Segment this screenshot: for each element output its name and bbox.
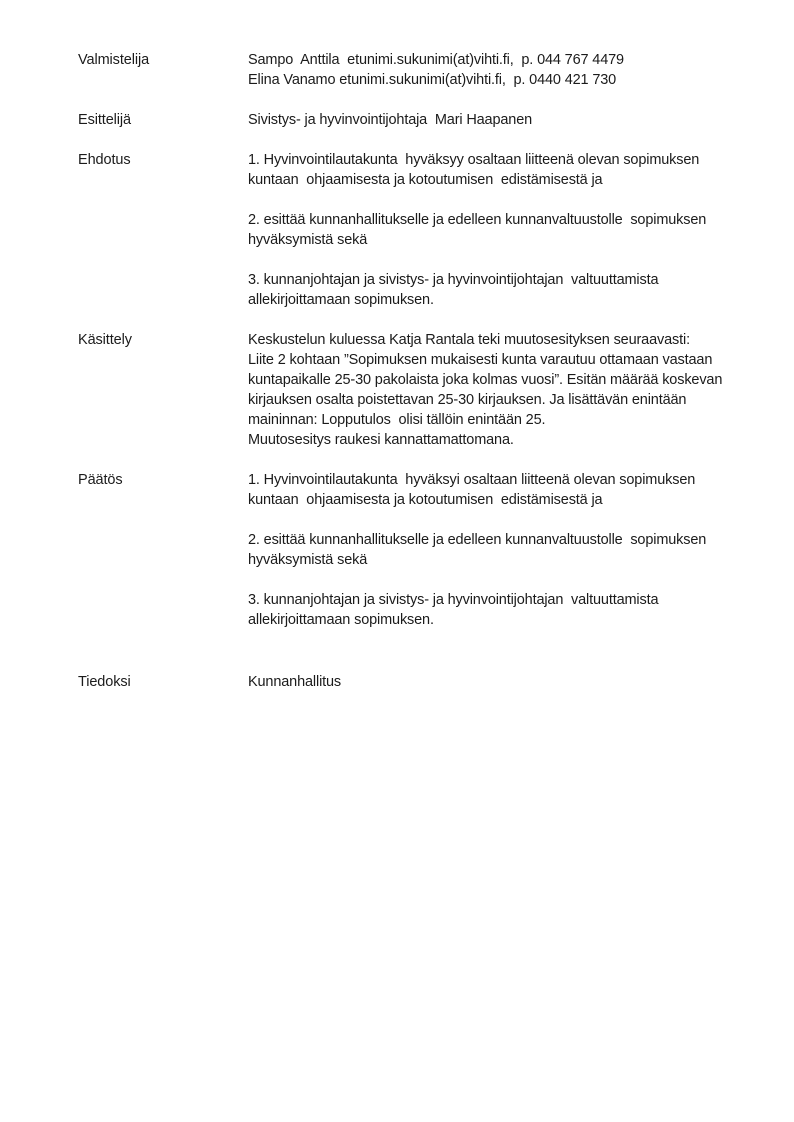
- text-line: 3. kunnanjohtajan ja sivistys- ja hyvinvointijohtajan valtuuttamista: [248, 592, 659, 608]
- document-row: [78, 150, 748, 310]
- document-row: [78, 110, 748, 130]
- text-line: kuntaan ohjaamisesta ja kotoutumisen edistämisestä ja: [248, 492, 603, 508]
- text-line: kuntaan ohjaamisesta ja kotoutumisen edistämisestä ja: [248, 172, 603, 188]
- paragraph: [248, 110, 748, 130]
- paragraph: [248, 672, 748, 692]
- row-label: Valmistelija: [78, 52, 150, 68]
- paragraph: [248, 470, 748, 510]
- row-content: [248, 330, 748, 450]
- paragraph: [248, 270, 748, 310]
- text-line: allekirjoittamaan sopimuksen.: [248, 292, 434, 308]
- document-body: [78, 50, 748, 692]
- text-line: 1. Hyvinvointilautakunta hyväksyi osaltaan liitteenä olevan sopimuksen: [248, 472, 696, 488]
- text-line: hyväksymistä sekä: [248, 552, 368, 568]
- text-line: Liite 2 kohtaan ”Sopimuksen mukaisesti kunta varautuu ottamaan vastaan: [248, 352, 713, 368]
- paragraph: [248, 150, 748, 190]
- paragraph: [248, 530, 748, 570]
- text-line: maininnan: Lopputulos olisi tällöin enintään 25.: [248, 412, 546, 428]
- document-row: [78, 470, 748, 630]
- paragraph: [248, 50, 748, 90]
- text-line: allekirjoittamaan sopimuksen.: [248, 612, 434, 628]
- row-label: Päätös: [78, 472, 123, 488]
- text-line: Elina Vanamo etunimi.sukunimi(at)vihti.fi, p. 0440 421 730: [248, 72, 617, 88]
- text-line: 3. kunnanjohtajan ja sivistys- ja hyvinvointijohtajan valtuuttamista: [248, 272, 659, 288]
- text-line: Sivistys- ja hyvinvointijohtaja Mari Haapanen: [248, 112, 533, 128]
- row-label: Ehdotus: [78, 152, 131, 168]
- text-line: kuntapaikalle 25-30 pakolaista joka kolmas vuosi”. Esitän määrää koskevan: [248, 372, 723, 388]
- row-content: [248, 110, 748, 130]
- row-content: [248, 470, 748, 630]
- paragraph: [248, 210, 748, 250]
- paragraph: [248, 330, 748, 450]
- document-row: [78, 672, 748, 692]
- text-line: 2. esittää kunnanhallitukselle ja edelleen kunnanvaltuustolle sopimuksen: [248, 532, 707, 548]
- text-line: Sampo Anttila etunimi.sukunimi(at)vihti.fi, p. 044 767 4479: [248, 52, 624, 68]
- text-line: 1. Hyvinvointilautakunta hyväksyy osaltaan liitteenä olevan sopimuksen: [248, 152, 700, 168]
- row-label: Käsittely: [78, 332, 132, 348]
- text-line: hyväksymistä sekä: [248, 232, 368, 248]
- document-row: [78, 50, 748, 90]
- row-content: [248, 150, 748, 310]
- row-label: Tiedoksi: [78, 674, 131, 690]
- text-line: 2. esittää kunnanhallitukselle ja edelleen kunnanvaltuustolle sopimuksen: [248, 212, 707, 228]
- text-line: kirjauksen osalta poistettavan 25-30 kirjauksen. Ja lisättävän enintään: [248, 392, 687, 408]
- row-content: [248, 50, 748, 90]
- row-label: Esittelijä: [78, 112, 131, 128]
- text-line: Kunnanhallitus: [248, 674, 342, 690]
- row-content: [248, 672, 748, 692]
- text-line: Muutosesitys raukesi kannattamattomana.: [248, 432, 514, 448]
- text-line: Keskustelun kuluessa Katja Rantala teki muutosesityksen seuraavasti:: [248, 332, 690, 348]
- paragraph: [248, 590, 748, 630]
- document-row: [78, 330, 748, 450]
